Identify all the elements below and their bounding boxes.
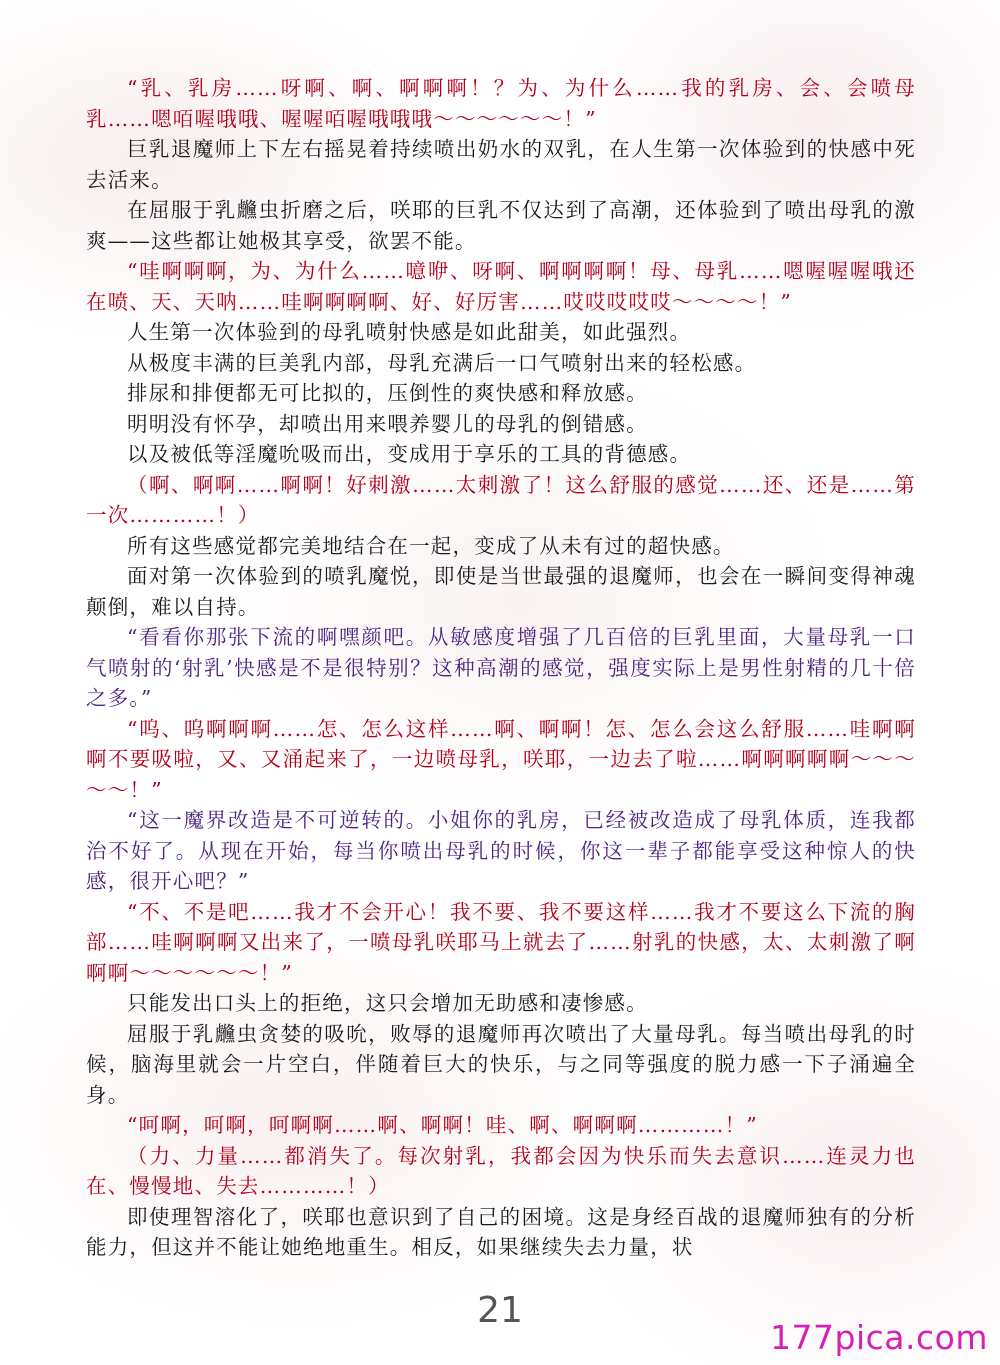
paragraph: 从极度丰满的巨美乳内部，母乳充满后一口气喷射出来的轻松感。 [127, 350, 757, 375]
paragraph: “看看你那张下流的啊嘿颜吧。从敏感度增强了几百倍的巨乳里面，大量母乳一口气喷射的‘射乳’快感是不是很特别？这种高潮的感觉，强度实际上是男性射精的几十倍之多。” [86, 625, 916, 710]
page-number: 21 [477, 1290, 523, 1331]
paragraph: 屈服于乳虪虫贪婪的吸吮，败辱的退魔师再次喷出了大量母乳。每当喷出母乳的时候，脑海里就会一片空白，伴随着巨大的快乐，与之同等强度的脱力感一下子涌遍全身。 [86, 1021, 916, 1107]
paragraph: 明明没有怀孕，却喷出用来喂养婴儿的母乳的倒错感。 [127, 411, 648, 436]
paragraph: 所有这些感觉都完美地结合在一起，变成了从未有过的超快感。 [127, 533, 735, 558]
paragraph: 巨乳退魔师上下左右摇晃着持续喷出奶水的双乳，在人生第一次体验到的快感中死去活来。 [86, 137, 916, 192]
paragraph: （力、力量……都消失了。每次射乳，我都会因为快乐而失去意识……连灵力也在、慢慢地、失去…………！） [86, 1143, 916, 1198]
paragraph: “乳、乳房……呀啊、啊、啊啊啊！？为、为什么……我的乳房、会、会喷母乳……嗯咟喔哦哦、喔喔咟喔哦哦哦～～～～～～！” [86, 76, 916, 131]
paragraph: “呵啊，呵啊，呵啊啊……啊、啊啊！哇、啊、啊啊啊…………！” [127, 1113, 758, 1137]
paragraph: 以及被低等淫魔吮吸而出，变成用于享乐的工具的背德感。 [127, 442, 692, 466]
paragraph: “呜、呜啊啊啊……怎、怎么这样……啊、啊啊！怎、怎么会这么舒服……哇啊啊啊不要吸啦，又、又涌起来了，一边喷母乳，咲耶，一边去了啦……啊啊啊啊啊～～～～～！” [86, 716, 916, 802]
text-body [86, 73, 916, 1263]
paragraph: 人生第一次体验到的母乳喷射快感是如此甜美，如此强烈。 [127, 320, 692, 344]
paragraph: 只能发出口头上的拒绝，这只会增加无助感和凄惨感。 [127, 991, 648, 1015]
watermark: 177pica.com [770, 1318, 988, 1357]
paragraph: 排尿和排便都无可比拟的，压倒性的爽快感和释放感。 [127, 381, 648, 405]
paragraph: “哇啊啊啊，为、为什么……噫咿、呀啊、啊啊啊啊！母、母乳……嗯喔喔喔哦还在喷、天、天呐……哇啊啊啊啊、好、好厉害……哎哎哎哎哎～～～～！” [86, 259, 916, 314]
paragraph: （啊、啊啊……啊啊！好刺激……太刺激了！这么舒服的感觉……还、还是……第一次…………！） [86, 472, 916, 527]
paragraph: “不、不是吧……我才不会开心！我不要、我不要这样……我才不要这么下流的胸部……哇啊啊啊又出来了，一喷母乳咲耶马上就去了……射乳的快感，太、太刺激了啊啊啊～～～～～～！” [86, 899, 916, 985]
paragraph: 即使理智溶化了，咲耶也意识到了自己的困境。这是身经百战的退魔师独有的分析能力，但这并不能让她绝地重生。相反，如果继续失去力量，状 [86, 1204, 916, 1259]
paragraph: “这一魔界改造是不可逆转的。小姐你的乳房，已经被改造成了母乳体质，连我都治不好了。从现在开始，每当你喷出母乳的时候，你这一辈子都能享受这种惊人的快感，很开心吧？” [86, 808, 916, 893]
paragraph: 在屈服于乳虪虫折磨之后，咲耶的巨乳不仅达到了高潮，还体验到了喷出母乳的激爽——这些都让她极其享受，欲罢不能。 [86, 198, 916, 253]
paragraph: 面对第一次体验到的喷乳魔悦，即使是当世最强的退魔师，也会在一瞬间变得神魂颠倒，难以自持。 [86, 564, 916, 619]
